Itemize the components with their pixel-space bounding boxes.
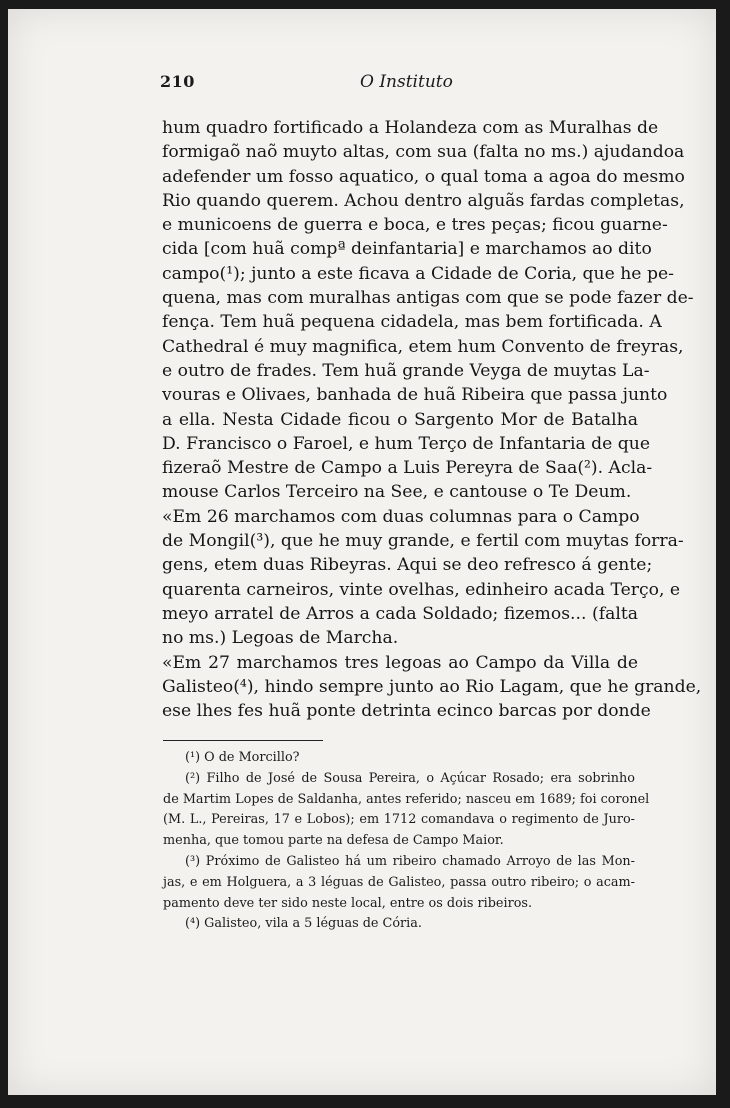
text-line: a ella. Nesta Cidade ficou o Sargento Mor de Batalha (162, 409, 638, 430)
main-text (162, 116, 702, 723)
footnote-line: menha, que tomou parte na defesa de Campo Maior. (163, 833, 504, 849)
text-line: adefender um fosso aquatico, o qual toma a agoa do mesmo (162, 166, 685, 187)
text-line: quena, mas com muralhas antigas com que se pode fazer de- (162, 288, 694, 309)
text-line: meyo arratel de Arros a cada Soldado; fizemos... (falta (162, 603, 638, 624)
text-line: «Em 27 marchamos tres legoas ao Campo da Villa de (162, 652, 638, 673)
footnote-line: de Martim Lopes de Saldanha, antes referido; nasceu em 1689; foi coronel (163, 791, 650, 807)
text-line: e municoens de guerra e boca, e tres peças; ficou guarne- (162, 215, 668, 236)
footnotes (163, 748, 650, 935)
text-line: Cathedral é muy magnifica, etem hum Convento de freyras, (162, 336, 684, 357)
text-line: de Mongil(³), que he muy grande, e fertil com muytas forra- (162, 531, 684, 552)
footnote-line: (²) Filho de José de Sousa Pereira, o Açúcar Rosado; era sobrinho (185, 770, 635, 786)
footnote-line: pamento deve ter sido neste local, entre os dois ribeiros. (163, 895, 533, 911)
text-line: gens, etem duas Ribeyras. Aqui se deo refresco á gente; (162, 555, 653, 576)
text-line: no ms.) Legoas de Marcha. (162, 628, 399, 649)
text-line: vouras e Olivaes, banhada de huã Ribeira que passa junto (162, 385, 668, 406)
footnote-line: (⁴) Galisteo, vila a 5 léguas de Cória. (185, 916, 422, 932)
text-line: quarenta carneiros, vinte ovelhas, edinheiro acada Terço, e (162, 579, 681, 600)
text-line: D. Francisco o Faroel, e hum Terço de Infantaria de que (162, 433, 651, 454)
text-line: Galisteo(⁴), hindo sempre junto ao Rio Lagam, que he grande, (162, 676, 702, 697)
running-title: O Instituto (360, 72, 453, 92)
text-line: cida [com huã compª deinfantaria] e marchamos ao dito (162, 239, 652, 260)
footnote-line: (M. L., Pereiras, 17 e Lobos); em 1712 comandava o regimento de Juro- (163, 812, 635, 828)
footnote-line: jas, e em Holguera, a 3 léguas de Galisteo, passa outro ribeiro; o acam- (163, 874, 635, 890)
footnote-line: (³) Próximo de Galisteo há um ribeiro chamado Arroyo de las Mon- (185, 853, 635, 869)
text-line: Rio quando querem. Achou dentro alguãs fardas completas, (162, 190, 685, 211)
text-line: ese lhes fes huã ponte detrinta ecinco barcas por donde (162, 701, 651, 722)
footnote-divider (163, 740, 323, 741)
text-line: mouse Carlos Terceiro na See, e cantouse o Te Deum. (162, 482, 632, 503)
text-line: formigaõ naõ muyto altas, com sua (falta no ms.) ajudandoa (162, 142, 685, 163)
text-line: e outro de frades. Tem huã grande Veyga de muytas La- (162, 360, 650, 381)
text-line: campo(¹); junto a este ficava a Cidade de Coria, que he pe- (162, 263, 674, 284)
text-line: «Em 26 marchamos com duas columnas para o Campo (162, 506, 640, 527)
text-line: fizeraõ Mestre de Campo a Luis Pereyra de Saa(²). Acla- (162, 458, 653, 479)
text-line: hum quadro fortificado a Holandeza com as Muralhas de (162, 118, 659, 138)
page-header (160, 72, 630, 96)
page-number: 210 (160, 72, 195, 91)
footnote-line: (¹) O de Morcillo? (185, 750, 300, 765)
text-line: fença. Tem huã pequena cidadela, mas bem fortificada. A (162, 312, 662, 333)
